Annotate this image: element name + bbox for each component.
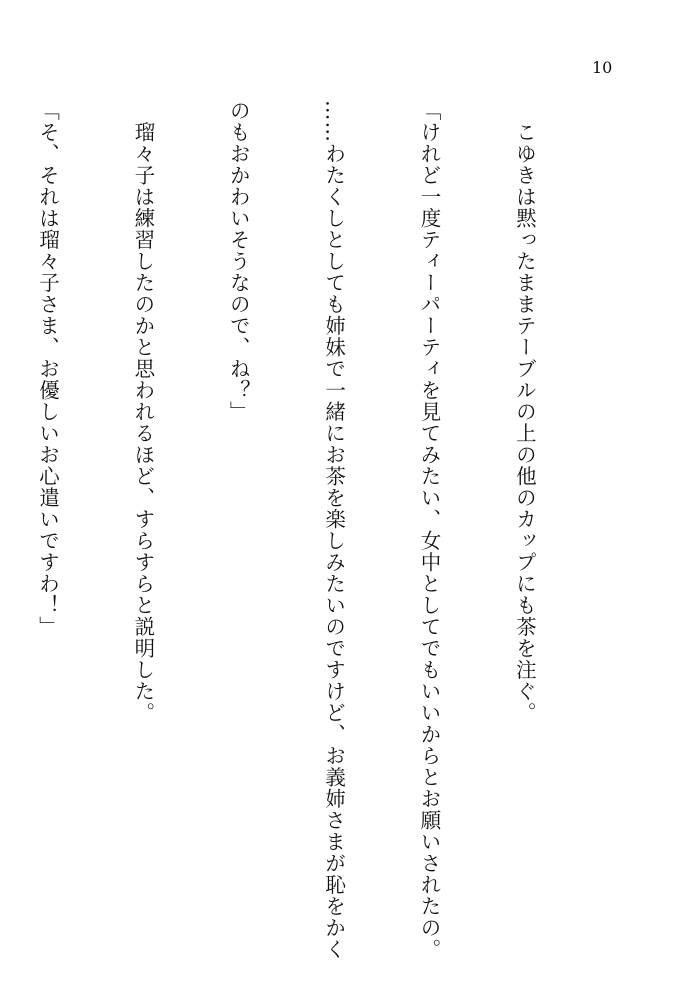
text-line: こゆきは黙ったままテーブルの上の他のカップにも茶を注ぐ。 <box>512 100 537 724</box>
body-text <box>0 100 603 980</box>
text-line: 「そ、それは瑠々子さま、お優しいお心遣いですわ！」 <box>35 100 60 638</box>
text-line: 瑠々子は練習したのかと思われるほど、すらすらと説明した。 <box>130 100 155 724</box>
text-line: ……わたくしとしても姉妹で一緒にお茶を楽しみたいのですけど、お義姉さまが恥をかく <box>321 100 346 960</box>
page-number: 10 <box>592 58 613 77</box>
text-line: のもおかわいそうなので、ね？」 <box>226 100 251 423</box>
text-line: 「けれど一度ティーパーティを見てみたい、女中としてでもいいからとお願いされたの。 <box>417 100 442 960</box>
